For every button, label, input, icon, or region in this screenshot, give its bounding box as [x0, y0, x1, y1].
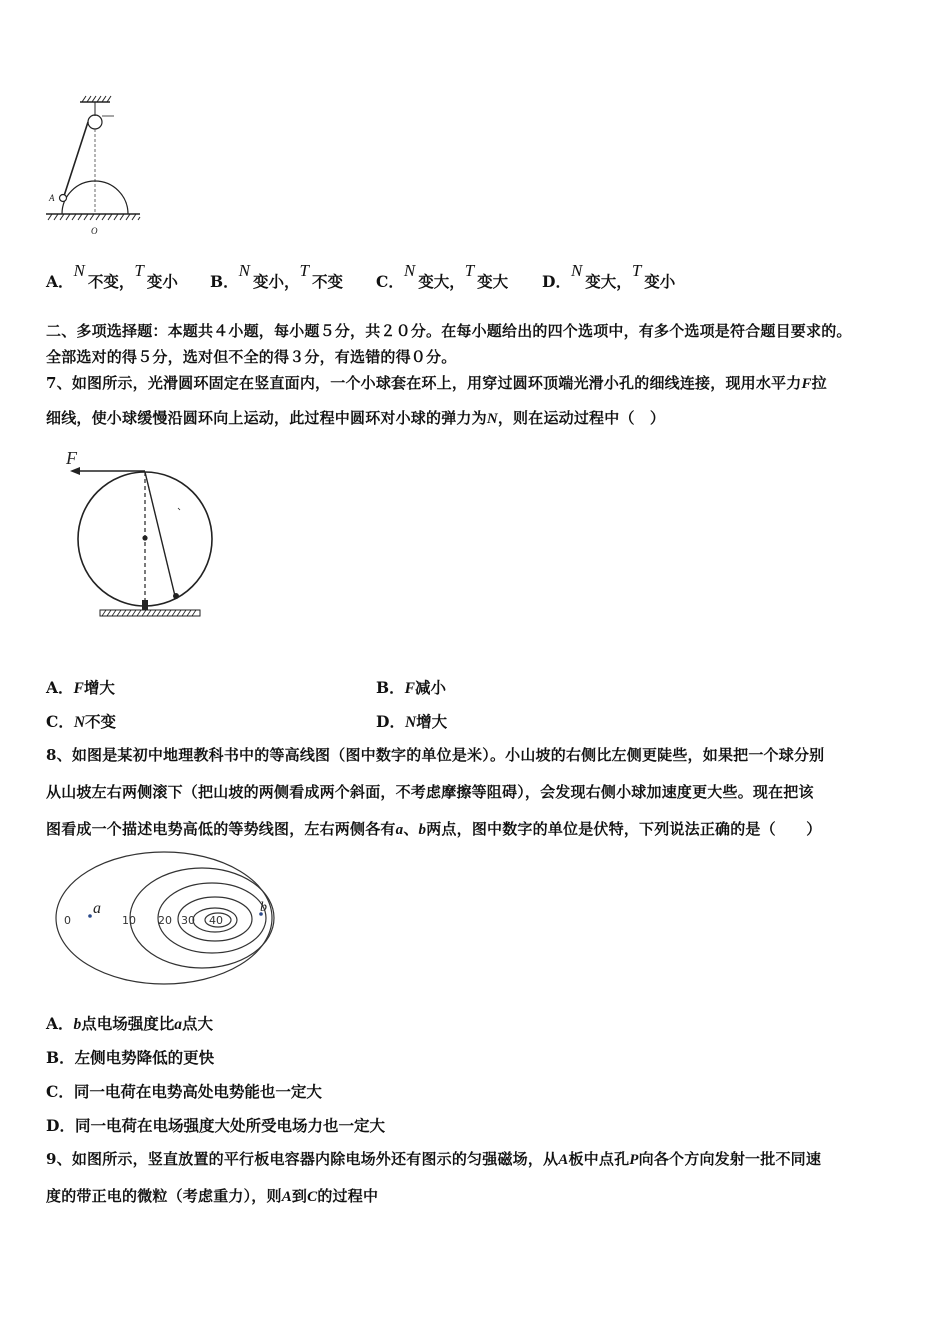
option-var: N	[73, 714, 86, 731]
option-var: b	[73, 1016, 82, 1033]
q9-var: A	[281, 1189, 292, 1205]
option-text: 左侧电势降低的更快	[74, 1048, 215, 1067]
q9-line1	[46, 1148, 821, 1169]
q7-line2	[46, 407, 665, 428]
q7-option-b[interactable]	[376, 676, 446, 698]
ball	[173, 593, 179, 599]
q9-var: A	[558, 1152, 569, 1168]
option-text: 点大	[182, 1014, 214, 1033]
contour-label: 30	[181, 914, 195, 927]
option-text: 不变，	[87, 272, 135, 291]
section2-line2: 全部选对的得５分，选对但不全的得３分，有选错的得０分。	[46, 348, 457, 366]
point-a-label: a	[93, 900, 101, 917]
option-text: 变小	[644, 272, 676, 291]
option-text: 不变	[85, 712, 117, 731]
q7-line1	[46, 372, 827, 393]
option-letter: B．	[376, 678, 405, 697]
option-var: T	[299, 261, 309, 280]
q7-figure	[60, 444, 220, 629]
q8-var: a	[395, 822, 404, 838]
contour-label: 0	[64, 914, 71, 927]
q6-label-o: O	[91, 226, 98, 236]
q8-line1: 8、如图是某初中地理教科书中的等高线图（图中数字的单位是米）。小山坡的右侧比左侧更陡些，如果把一个球分别	[46, 746, 825, 764]
option-var: N	[73, 261, 85, 280]
q9-text: 9、如图所示，竖直放置的平行板电容器内除电场外还有图示的匀强磁场，从	[46, 1150, 559, 1168]
q7-text: 7、如图所示，光滑圆环固定在竖直面内，一个小球套在环上，用穿过圆环顶端光滑小孔的细线连接，现用水平力	[46, 374, 802, 392]
option-text: 变小，	[252, 272, 300, 291]
option-text: 变小	[146, 272, 178, 291]
q7-force-label: F	[66, 448, 77, 468]
q9-text: 到	[291, 1187, 308, 1205]
q7-option-d[interactable]	[376, 710, 447, 732]
q7-option-a[interactable]	[46, 676, 115, 698]
pulley-icon	[88, 115, 102, 129]
option-letter: B．	[46, 1048, 75, 1067]
option-letter: B．	[210, 272, 239, 291]
q9-var: C	[307, 1189, 318, 1205]
q6-label-a: A	[49, 193, 55, 203]
q9-line2	[46, 1185, 378, 1206]
option-var: N	[403, 261, 416, 280]
option-var: N	[570, 261, 583, 280]
option-letter: A．	[46, 1014, 74, 1033]
option-text: 变大，	[585, 272, 632, 291]
option-var: F	[73, 680, 84, 697]
option-text: 变大，	[418, 272, 465, 291]
q9-text: 板中点孔	[568, 1150, 630, 1168]
option-letter: D．	[376, 712, 405, 731]
q7-text: 细线，使小球缓慢沿圆环向上运动，此过程中圆环对小球的弹力为	[46, 409, 487, 427]
q7-var: F	[801, 376, 812, 392]
option-letter: C．	[46, 1082, 74, 1101]
option-var: N	[238, 261, 250, 280]
q8-text: 图看成一个描述电势高低的等势线图，左右两侧各有	[46, 820, 396, 838]
q8-line3	[46, 818, 821, 839]
option-text: 点电场强度比	[81, 1014, 175, 1033]
q8-line2: 从山坡左右两侧滚下（把山坡的两侧看成两个斜面，不考虑摩擦等阻碍），会发现右侧小球加速度更大些。现在把该	[46, 783, 814, 801]
contour-label: 40	[209, 914, 223, 927]
q8-figure	[52, 848, 282, 993]
option-letter: D．	[542, 272, 571, 291]
option-var: F	[404, 680, 415, 697]
q7-option-c[interactable]	[46, 710, 116, 732]
q6-figure	[40, 92, 150, 242]
option-letter: A．	[46, 272, 74, 291]
option-var: T	[464, 261, 475, 280]
option-letter: C．	[376, 272, 404, 291]
option-var: T	[134, 261, 144, 280]
q8-text: 、	[403, 820, 419, 838]
contour-label: 20	[158, 914, 172, 927]
option-text: 变大	[477, 272, 509, 291]
contour-label: 10	[122, 914, 136, 927]
option-text: 减小	[414, 678, 446, 697]
option-letter: C．	[46, 712, 74, 731]
point-b-label: b	[260, 900, 267, 915]
option-letter: A．	[46, 678, 74, 697]
q9-var: P	[629, 1152, 639, 1168]
q7-var: N	[486, 411, 498, 427]
option-text: 不变	[311, 272, 343, 291]
arrow-left-icon	[70, 467, 80, 475]
q9-text: 的过程中	[317, 1187, 379, 1205]
q7-text: ，则在运动过程中（ ）	[497, 409, 666, 427]
option-var: N	[404, 714, 417, 731]
q6-option-b[interactable]	[210, 261, 343, 292]
q9-text: 向各个方向发射一批不同速	[638, 1150, 822, 1168]
option-text: 增大	[416, 712, 448, 731]
q8-text: 两点，图中数字的单位是伏特，下列说法正确的是（ ）	[426, 820, 822, 838]
q8-option-a[interactable]	[46, 1012, 213, 1034]
q7-text: 拉	[811, 374, 827, 392]
option-text: 增大	[83, 678, 115, 697]
q8-var: b	[418, 822, 427, 838]
option-text: 同一电荷在电势高处电势能也一定大	[73, 1082, 322, 1101]
option-var: T	[631, 261, 642, 280]
option-var: a	[174, 1016, 183, 1033]
option-letter: D．	[46, 1116, 75, 1135]
option-text: 同一电荷在电场强度大处所受电场力也一定大	[74, 1116, 385, 1135]
q9-text: 度的带正电的微粒（考虑重力），则	[46, 1187, 282, 1205]
section2-line1: 二、多项选择题：本题共４小题，每小题５分，共２０分。在每小题给出的四个选项中，有多个选项是符合题目要求的。	[46, 322, 852, 340]
q8-option-d[interactable]	[46, 1114, 385, 1136]
q6-option-a[interactable]	[46, 261, 178, 292]
q8-option-b[interactable]	[46, 1046, 214, 1068]
q6-option-d[interactable]	[542, 261, 676, 292]
q6-option-c[interactable]	[376, 261, 509, 292]
q8-option-c[interactable]	[46, 1080, 322, 1102]
